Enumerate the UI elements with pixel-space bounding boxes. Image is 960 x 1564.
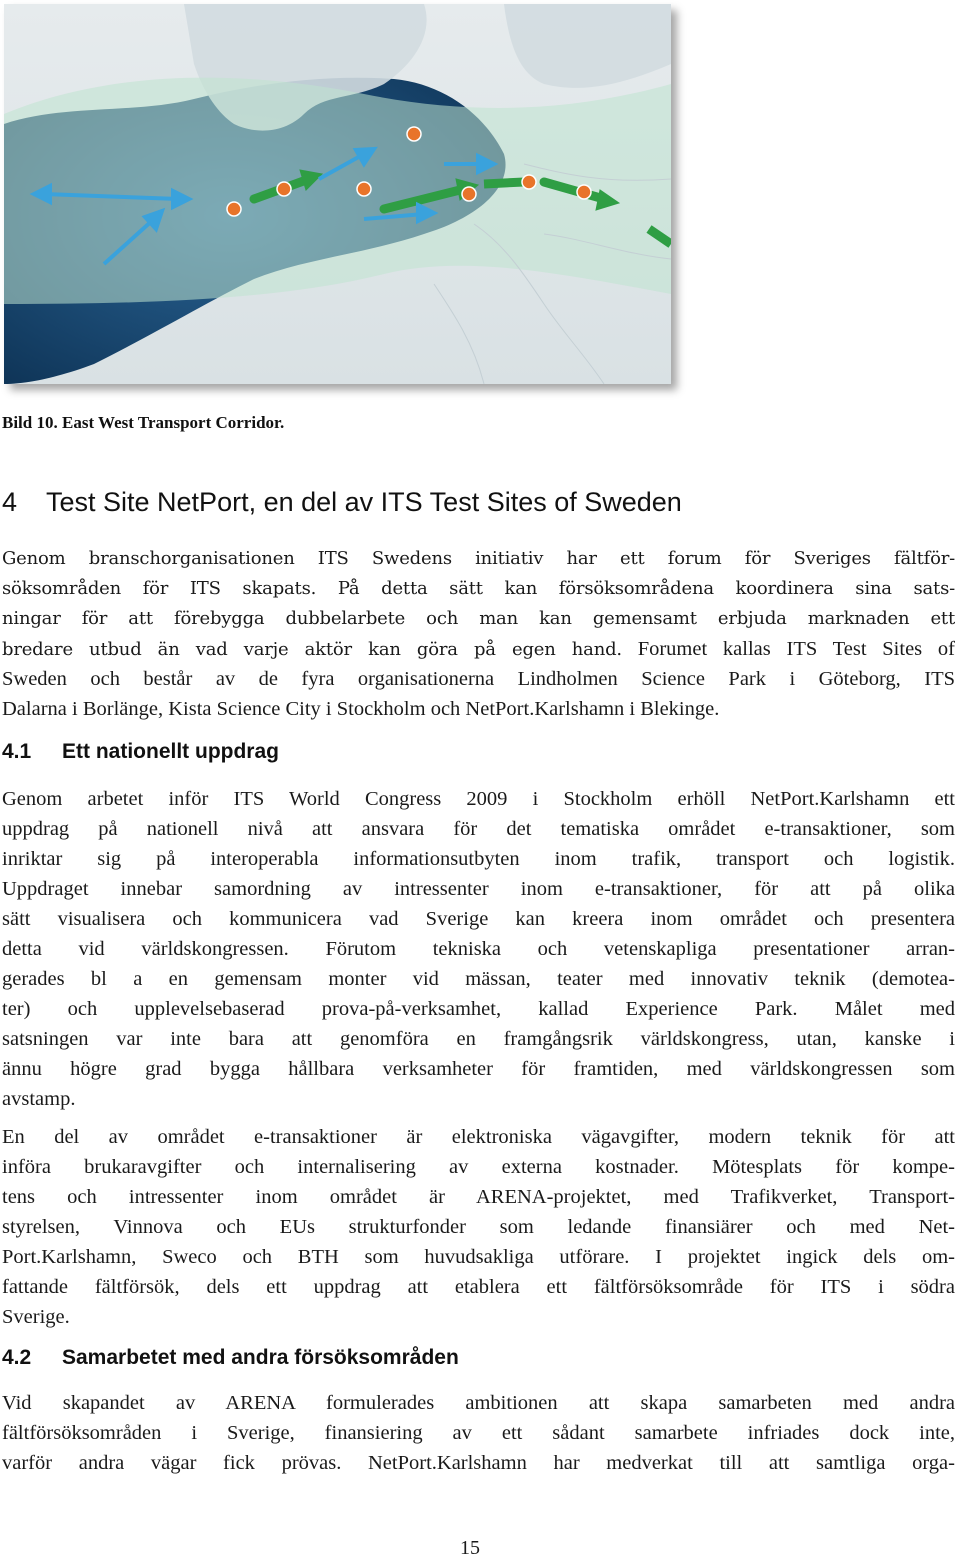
text-line: fattande fältförsök, dels ett uppdrag att etablera ett fältförsöksområde för ITS i södra [2, 1276, 955, 1298]
figure-caption: Bild 10. East West Transport Corridor. [2, 413, 285, 432]
text-line: En del av området e-transaktioner är elektroniska vägavgifter, modern teknik för att [2, 1126, 955, 1148]
text-line [2, 634, 955, 664]
text-line: inriktar sig på interoperabla informationsutbyten inom trafik, transport och logistik. [2, 848, 955, 870]
text-fragment: bredare utbud än vad varje aktör kan göra på egen hand. [2, 639, 622, 660]
subsection-title: Samarbetet med andra försöksområden [62, 1346, 459, 1369]
subsection-number: 4.1 [2, 740, 32, 763]
text-line: styrelsen, Vinnova och EUs strukturfonder som ledande finansiärer och med Net- [2, 1216, 955, 1238]
text-line: Genom arbetet inför ITS World Congress 2009 i Stockholm erhöll NetPort.Karlshamn ett [2, 788, 955, 810]
text-line: tens och intressenter inom området är ARENA-projektet, med Trafikverket, Transport- [2, 1186, 955, 1208]
paragraph-cooperation [2, 1388, 955, 1478]
text-line: avstamp. [2, 1088, 76, 1110]
text-line: varför andra vägar fick prövas. NetPort.Karlshamn har medverkat till att samtliga orga- [2, 1452, 955, 1474]
subsection-heading [2, 1346, 459, 1370]
paragraph-national-assignment [2, 784, 955, 1114]
text-line: ter) och upplevelsebaserad prova-på-verksamhet, kallad Experience Park. Målet med [2, 998, 955, 1020]
text-line: Port.Karlshamn, Sweco och BTH som huvudsakliga utförare. I projektet ingick dels om- [2, 1246, 955, 1268]
section-title: Test Site NetPort, en del av ITS Test Sites of Sweden [46, 487, 682, 517]
text-line: Sverige. [2, 1306, 70, 1328]
text-line: Dalarna i Borlänge, Kista Science City i Stockholm och NetPort.Karlshamn i Blekinge. [2, 698, 720, 720]
text-line: söksområden för ITS skapats. På detta sätt kan försöksområdena koordinera sina sats- [2, 578, 955, 599]
page-number: 15 [460, 1537, 480, 1559]
text-line: gerades bl a en gemensam monter vid mässan, teater med innovativ teknik (demotea- [2, 968, 955, 990]
subsection-heading [2, 740, 279, 764]
corridor-map [4, 4, 671, 384]
text-fragment: Forumet kallas ITS Test Sites of [637, 638, 955, 660]
corridor-map-image [4, 4, 671, 384]
section-number: 4 [2, 487, 18, 517]
text-line: införa brukaravgifter och internalisering av externa kostnader. Mötesplats för kompe- [2, 1156, 955, 1178]
text-line: Vid skapandet av ARENA formulerades ambitionen att skapa samarbeten med andra [2, 1392, 955, 1414]
text-line: detta vid världskongressen. Förutom tekniska och vetenskapliga presentationer arran- [2, 938, 955, 960]
text-line: Sweden och består av de fyra organisationerna Lindholmen Science Park i Göteborg, ITS [2, 668, 955, 690]
text-line: Genom branschorganisationen ITS Swedens initiativ har ett forum för Sveriges fältför- [2, 548, 955, 569]
text-line: Uppdraget innebar samordning av intressenter inom e-transaktioner, för att på olika [2, 878, 955, 900]
paragraph-e-transactions [2, 1122, 955, 1332]
text-line: satsningen var inte bara att genomföra en framgångsrik världskongress, utan, kanske i [2, 1028, 955, 1050]
text-line: ningar för att förebygga dubbelarbete och man kan gemensamt erbjuda marknaden ett [2, 608, 955, 629]
subsection-number: 4.2 [2, 1346, 32, 1369]
text-line: sätt visualisera och kommunicera vad Sverige kan kreera inom området och presentera [2, 908, 955, 930]
text-line: ännu högre grad bygga hållbara verksamheter för framtiden, med världskongressen som [2, 1058, 955, 1080]
intro-paragraph [2, 544, 955, 724]
text-line: uppdrag på nationell nivå att ansvara för det tematiska området e-transaktioner, som [2, 818, 955, 840]
section-heading [2, 487, 682, 518]
subsection-title: Ett nationellt uppdrag [62, 740, 279, 763]
text-line: fältförsöksområden i Sverige, finansiering av ett sådant samarbete infriades dock inte, [2, 1422, 955, 1444]
